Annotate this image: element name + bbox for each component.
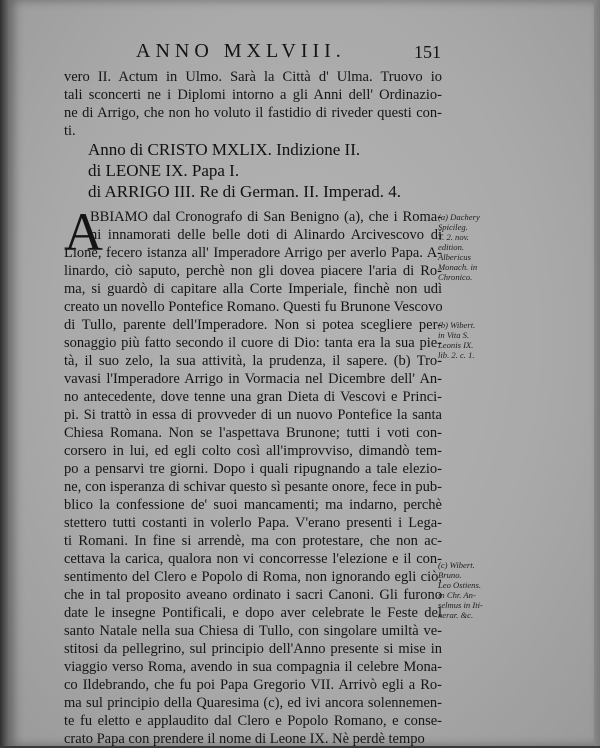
text-line: ti.: [64, 123, 76, 139]
margin-note-line: T. 2. nov.: [438, 232, 469, 242]
book-page: [8, 0, 594, 746]
text-line: co Ildebrando, che fu poi Papa Gregorio VII. Arrivò egli a Ro-: [64, 677, 442, 693]
margin-note-line: edition.: [438, 242, 465, 252]
text-line: tali sconcerti ne i Diplomi intorno a gli Anni dell' Ordinazio-: [64, 87, 442, 103]
text-line: po a pensarvi tre giorni. Dopo i quali ripugnando a tale elezio-: [64, 461, 442, 477]
text-line: no antecedente, dove tenne una gran Dieta di Vescovi e Princi-: [64, 389, 442, 405]
text-line: ma, si guardò di capitare alla Corte Imperiale, finchè non udì: [64, 281, 442, 297]
text-line: che in tal proposito aveano ordinato i sacri Canoni. Gli furono: [64, 587, 442, 603]
text-line: date le insegne Pontificali, e dopo aver celebrate le Feste del: [64, 605, 442, 621]
text-line: sentimento del Clero e Popolo di Roma, non ignorando egli ciò,: [64, 569, 442, 585]
margin-note-line: Leo Ostiens.: [438, 580, 481, 590]
text-line: crato Papa con prendere il nome di Leone IX. Nè perdè tempo: [64, 731, 425, 747]
text-line: Lione, fecero istanza all' Imperadore Arrigo per averlo Papa. A-: [64, 245, 442, 261]
year-heading-line: Anno di CRISTO MXLIX. Indizione II.: [88, 140, 361, 159]
margin-note-line: nerar. &c.: [438, 610, 474, 620]
margin-note-line: Monach. in: [438, 262, 478, 272]
text-line: ni innamorati delle belle doti di Alinardo Arcivescovo di: [90, 227, 442, 243]
margin-note-line: Spicileg.: [438, 222, 468, 232]
text-line: vavasi l'Imperadore Arrigo in Vormacia nel Dicembre dell' An-: [64, 371, 442, 387]
margin-note-line: (a) Dachery: [438, 212, 480, 222]
margin-note-line: (b) Wibert.: [438, 320, 476, 330]
text-line: creato un novello Pontefice Romano. Questi fu Brunone Vescovo: [64, 299, 443, 315]
text-line: santo Natale nella sua Chiesa di Tullo, con singolare umiltà ve-: [64, 623, 442, 639]
margin-note-line: lib. 2. c. 1.: [438, 350, 475, 360]
text-line: stettero tutti costanti in volerlo Papa. V'erano presenti i Lega-: [64, 515, 442, 531]
text-line: linardo, ciò saputo, perchè non gli dovea piacere l'aria di Ro-: [64, 263, 442, 279]
text-line: tà, il suo zelo, la sua attività, la prudenza, il sapere. (b) Tro-: [64, 353, 442, 369]
margin-note-line: Albericus: [438, 252, 471, 262]
text-line: ne, con isperanza di schivar questo sì pesante onore, fece in pub-: [64, 479, 442, 495]
text-line: ma sul principio della Quaresima (c), ed ivi ancora solennemen-: [64, 695, 442, 711]
text-line: pi. Si trattò in essa di provveder di un nuovo Pontefice la santa: [64, 407, 442, 423]
margin-note-line: Leonis IX.: [438, 340, 474, 350]
text-line: te fu eletto e applaudito dal Clero e Popolo Romano, e conse-: [64, 713, 442, 729]
text-line: blico la confessione de' suoi mancamenti; ma indarno, perchè: [64, 497, 442, 513]
margin-note-line: Chronico.: [438, 272, 473, 282]
text-line: sonaggio più fatto secondo il cuore di Dio: tanta era la sua pie-: [64, 335, 442, 351]
margin-note-line: selmus in Iti-: [438, 600, 483, 610]
margin-note-line: in Vita S.: [438, 330, 470, 340]
text-line: Chiesa Romana. Non se l'aspettava Brunone; tutti i voti con-: [64, 425, 442, 441]
text-line: vero II. Actum in Ulmo. Sarà la Città d' Ulma. Truovo io: [64, 69, 442, 85]
year-heading-line: di ARRIGO III. Re di German. II. Imperad. 4.: [88, 182, 402, 201]
margin-note-line: Bruno.: [438, 570, 462, 580]
text-line: cettava la carica, qualora non vi concorresse l'elezione e il con-: [64, 551, 442, 567]
margin-note-line: (c) Wibert.: [438, 560, 475, 570]
text-line: corsero in lui, ed egli colto così all'improvviso, dimandò tem-: [64, 443, 442, 459]
text-line: stitosi da pellegrino, sul principio dell'Anno presente si mise in: [64, 641, 442, 657]
page-number: 151: [414, 42, 441, 62]
text-line: BBIAMO dal Cronografo di San Benigno (a), che i Roma-: [90, 209, 442, 225]
text-line: ne di Arrigo, che non ho voluto il fastidio di riveder questi con-: [64, 105, 442, 121]
running-head: ANNO MXLVIII.: [136, 40, 346, 62]
drop-cap: A: [64, 202, 103, 262]
margin-note-line: in Chr. An-: [438, 590, 476, 600]
text-line: ti Romani. In fine si arrendè, ma con protestare, che non ac-: [64, 533, 442, 549]
text-line: di Tullo, parente dell'Imperadore. Non si potea scegliere per-: [64, 317, 442, 333]
year-heading-line: di LEONE IX. Papa I.: [88, 161, 240, 180]
text-line: viaggio verso Roma, avendo in sua compagnia il celebre Mona-: [64, 659, 442, 675]
page-header: [8, 40, 594, 68]
